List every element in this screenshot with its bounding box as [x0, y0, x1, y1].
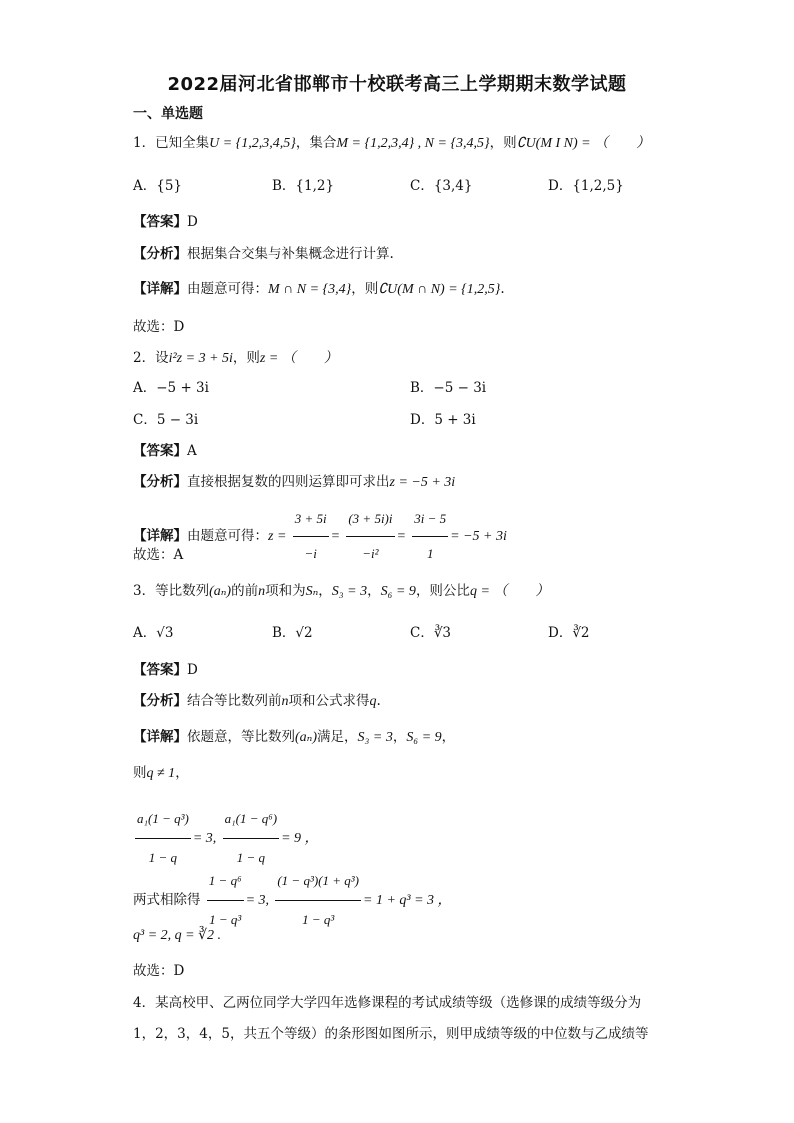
q1-answer — [133, 213, 198, 231]
fraction-numerator: a₁(1 − q⁶) — [223, 800, 279, 839]
fraction-numerator: 1 − q⁶ — [207, 862, 244, 901]
q1-option-d: D．{1,2,5} — [548, 178, 624, 194]
answer-tag: 【答案】 — [133, 443, 187, 459]
q2-analysis — [133, 473, 455, 492]
q3-stem — [133, 582, 549, 601]
detail-text: ，则 — [351, 281, 379, 297]
fraction-denominator: 1 − q — [236, 850, 265, 865]
analysis-tag: 【分析】 — [133, 474, 187, 490]
q3-neq-line — [133, 764, 189, 783]
detail-expression: = 9 ， — [281, 831, 319, 846]
answer-value: A — [187, 443, 197, 459]
detail-tag: 【详解】 — [133, 281, 187, 297]
q2-answer — [133, 442, 197, 460]
detail-text: 依题意，等比数列 — [187, 729, 295, 745]
fraction-numerator: a₁(1 − q³) — [135, 800, 191, 839]
q2-expression: z = （ ） — [259, 351, 338, 366]
q1-expression: ∁U(M I N) = （ ） — [516, 136, 651, 151]
analysis-expression: n — [281, 694, 289, 709]
detail-text: 由题意可得： — [187, 281, 268, 297]
q3-stem-text: 的前 — [231, 583, 259, 599]
detail-expression: S₆ = 9 — [406, 730, 442, 745]
analysis-expression: q — [369, 694, 377, 709]
analysis-tag: 【分析】 — [133, 246, 187, 262]
analysis-text: 根据集合交集与补集概念进行计算. — [187, 246, 394, 262]
q3-n: n — [258, 584, 266, 599]
fraction — [275, 862, 361, 939]
q3-choose: 故选：D — [133, 963, 185, 979]
q2-option-b: B．−5 − 3i — [410, 380, 487, 396]
fraction-denominator: 1 − q — [148, 850, 178, 865]
detail-text: ， — [441, 729, 456, 745]
q3-result — [133, 926, 221, 945]
fraction-denominator: 1 − q³ — [302, 912, 335, 927]
detail-text: 由题意可得： — [187, 528, 268, 544]
fraction-denominator: 1 — [426, 546, 434, 561]
q3-stem-text: 项和为 — [265, 583, 306, 599]
fraction-denominator: −i² — [362, 546, 379, 561]
detail-expression: z = — [268, 529, 287, 544]
q2-option-a: A．−5 + 3i — [133, 380, 209, 396]
q4-stem-line1: 4．某高校甲、乙两位同学大学四年选修课程的考试成绩等级（选修课的成绩等级分为 — [133, 995, 642, 1011]
q3-option-c: C．∛3 — [410, 625, 452, 641]
q1-universal-set: U = {1,2,3,4,5} — [209, 136, 296, 151]
q3-option-a: A．√3 — [133, 625, 174, 641]
q2-choose: 故选：A — [133, 547, 184, 563]
detail-text: . — [500, 281, 505, 297]
section-heading: 一、单选题 — [133, 106, 203, 122]
q3-stem-text: ， — [318, 583, 332, 599]
q1-stem-text: ，则 — [489, 135, 517, 151]
analysis-tag: 【分析】 — [133, 693, 187, 709]
answer-value: D — [187, 662, 198, 678]
q3-s3: S₃ = 3 — [331, 584, 368, 599]
detail-expression: ∁U(M ∩ N) = {1,2,5} — [378, 282, 501, 297]
q1-sets-mn: M = {1,2,3,4} , N = {3,4,5} — [336, 136, 490, 151]
q2-stem-text: 2．设 — [133, 350, 169, 366]
q2-stem-text: ，则 — [232, 350, 260, 366]
q1-stem — [133, 134, 650, 153]
detail-text: ， — [175, 765, 189, 781]
page-title: 2022届河北省邯郸市十校联考高三上学期期末数学试题 — [167, 74, 627, 95]
fraction — [412, 502, 448, 571]
answer-tag: 【答案】 — [133, 214, 187, 230]
fraction-numerator: 3 + 5i — [293, 502, 329, 537]
q3-answer — [133, 661, 198, 679]
analysis-expression: z = −5 + 3i — [389, 475, 456, 490]
detail-text: 满足， — [317, 729, 358, 745]
detail-expression: = 1 + q³ = 3 ， — [363, 893, 452, 908]
answer-tag: 【答案】 — [133, 662, 187, 678]
q1-analysis — [133, 245, 394, 263]
q3-stem-text: 3．等比数列 — [133, 583, 210, 599]
q3-sequence: (aₙ) — [209, 584, 232, 599]
analysis-text: 结合等比数列前 — [187, 693, 282, 709]
fraction-numerator: 3i − 5 — [412, 502, 448, 537]
q3-option-b: B．√2 — [272, 625, 313, 641]
q1-option-a: A．{5} — [133, 178, 183, 194]
analysis-text: 直接根据复数的四则运算即可求出 — [187, 474, 390, 490]
detail-expression: = 3, — [245, 893, 270, 908]
analysis-text: . — [376, 693, 381, 709]
q2-detail: 【详解】由题意可得：z = $\frac{3 + 5i}{-i}$ = $\frac{(3 + 5i)i}{\text{−i²}}$ = $\frac{3i - 5}{1}$ = −5 + 3i — [133, 502, 507, 571]
detail-tag: 【详解】 — [133, 528, 187, 544]
q1-stem-text: ，集合 — [295, 135, 337, 151]
answer-value: D — [187, 214, 198, 230]
q1-choose: 故选：D — [133, 319, 185, 335]
q3-option-d: D．∛2 — [548, 625, 590, 641]
q1-detail — [133, 280, 505, 299]
q3-detail — [133, 728, 455, 747]
q1-option-c: C．{3,4} — [410, 178, 473, 194]
q3-sum: Sₙ — [305, 584, 319, 599]
q3-analysis — [133, 692, 381, 711]
analysis-text: 项和公式求得 — [288, 693, 370, 709]
detail-text: ， — [392, 729, 407, 745]
q3-stem-text: ，则公比 — [415, 583, 470, 599]
q1-stem-text: 1．已知全集 — [133, 135, 210, 151]
q4-stem-line2: 1，2，3，4，5，共五个等级）的条形图如图所示，则甲成绩等级的中位数与乙成绩等 — [133, 1026, 649, 1042]
detail-expression: q ≠ 1 — [146, 766, 176, 781]
detail-expression: (aₙ) — [295, 730, 317, 745]
q2-stem — [133, 349, 338, 368]
detail-expression: S₃ = 3 — [357, 730, 393, 745]
q2-option-c: C．5 − 3i — [133, 412, 199, 428]
detail-text: 两式相除得 — [133, 892, 201, 908]
q3-stem-text: ， — [367, 583, 381, 599]
fraction-numerator: (1 − q³)(1 + q³) — [275, 862, 361, 901]
fraction — [293, 502, 329, 571]
q3-s6: S₆ = 9 — [380, 584, 416, 599]
detail-expression: = 3, — [192, 831, 217, 846]
detail-text: 则 — [133, 765, 147, 781]
q2-option-d: D．5 + 3i — [410, 412, 476, 428]
fraction-denominator: 1 − q³ — [209, 912, 242, 927]
detail-tag: 【详解】 — [133, 729, 187, 745]
fraction-denominator: −i — [304, 546, 317, 561]
detail-expression: q³ = 2, q = ∛2 . — [133, 928, 222, 943]
fraction-numerator: (3 + 5i)i — [346, 502, 394, 537]
detail-expression: = −5 + 3i — [450, 529, 507, 544]
q1-option-b: B．{1,2} — [272, 178, 335, 194]
fraction — [346, 502, 394, 571]
q2-equation: i²z = 3 + 5i — [168, 351, 233, 366]
detail-expression: M ∩ N = {3,4} — [268, 282, 352, 297]
q3-expression: q = （ ） — [469, 584, 550, 599]
